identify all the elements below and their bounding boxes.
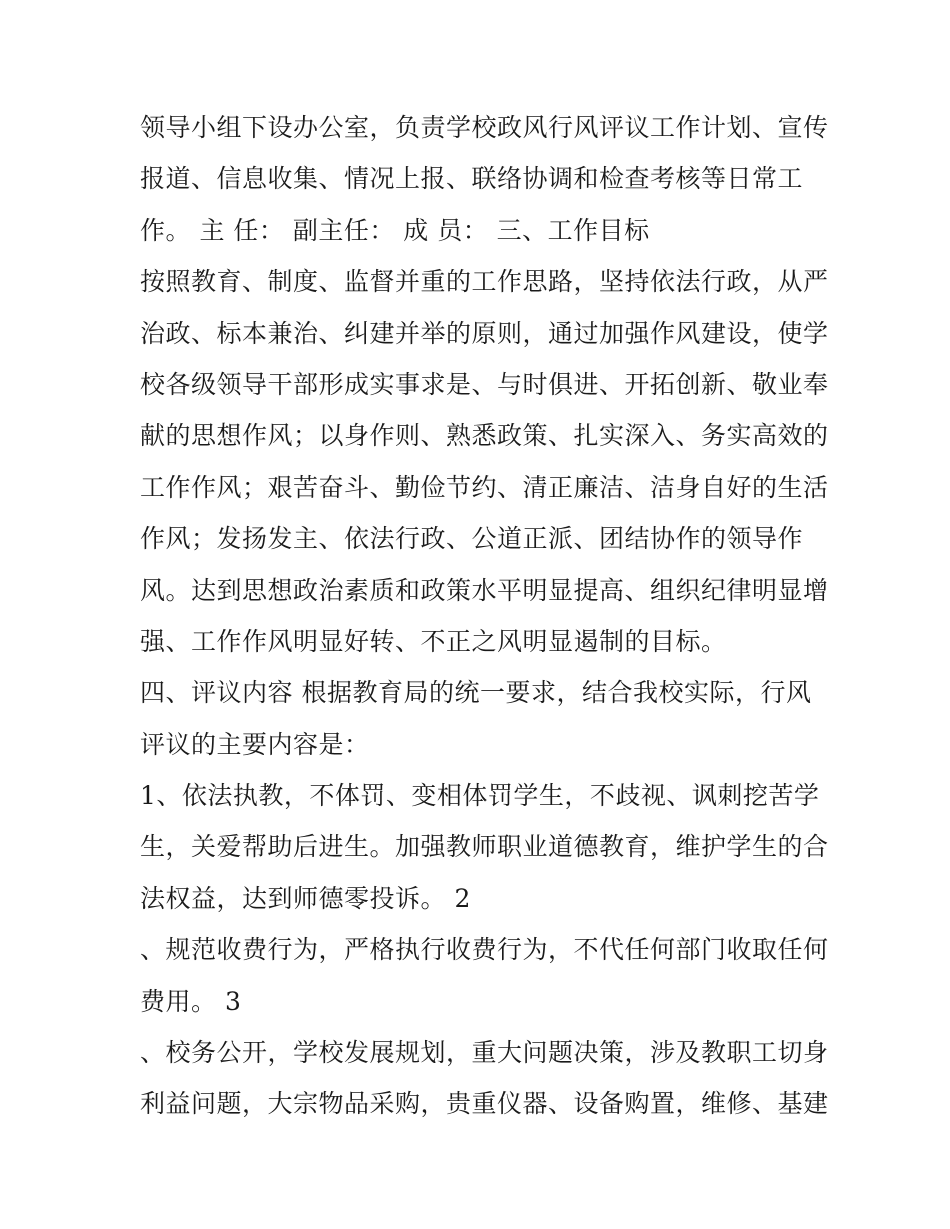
text-line: 按照教育、制度、监督并重的工作思路，坚持依法行政，从严 — [140, 267, 829, 297]
text-line: 领导小组下设办公室，负责学校政风行风评议工作计划、宣传 — [140, 113, 829, 142]
text-line: 献的思想作风；以身作则、熟悉政策、扎实深入、务实高效的 — [140, 421, 829, 451]
text-line: 1、依法执教，不体罚、变相体罚学生，不歧视、讽刺挖苦学 — [140, 781, 820, 811]
text-line: 治政、标本兼治、纠建并举的原则，通过加强作风建设，使学 — [140, 318, 829, 348]
text-line: 、规范收费行为，严格执行收费行为，不代任何部门收取任何 — [140, 935, 829, 965]
text-line: 评议的主要内容是： — [140, 729, 370, 759]
text-line: 利益问题，大宗物品采购，贵重仪器、设备购置，维修、基建 — [140, 1089, 829, 1119]
text-line: 四、评议内容 根据教育局的统一要求，结合我校实际，行风 — [140, 678, 812, 708]
text-line: 费用。 3 — [140, 986, 242, 1016]
document-page — [140, 102, 829, 1130]
text-line: 作。 主 任： 副主任： 成 员： 三、工作目标 — [140, 215, 650, 245]
text-line: 作风；发扬发主、依法行政、公道正派、团结协作的领导作 — [140, 524, 804, 554]
text-line: 强、工作作风明显好转、不正之风明显遏制的目标。 — [140, 626, 727, 656]
text-line: 报道、信息收集、情况上报、联络协调和检查考核等日常工 — [140, 164, 804, 194]
text-line: 法权益，达到师德零投诉。 2 — [140, 883, 471, 913]
text-line: 风。达到思想政治素质和政策水平明显提高、组织纪律明显增 — [140, 575, 829, 605]
text-line: 、校务公开，学校发展规划，重大问题决策，涉及教职工切身 — [140, 1038, 829, 1068]
text-line: 校各级领导干部形成实事求是、与时俱进、开拓创新、敬业奉 — [140, 369, 829, 399]
text-line: 工作作风；艰苦奋斗、勤俭节约、清正廉洁、洁身自好的生活 — [140, 472, 829, 502]
text-line: 生，关爱帮助后进生。加强教师职业道德教育，维护学生的合 — [140, 832, 829, 862]
